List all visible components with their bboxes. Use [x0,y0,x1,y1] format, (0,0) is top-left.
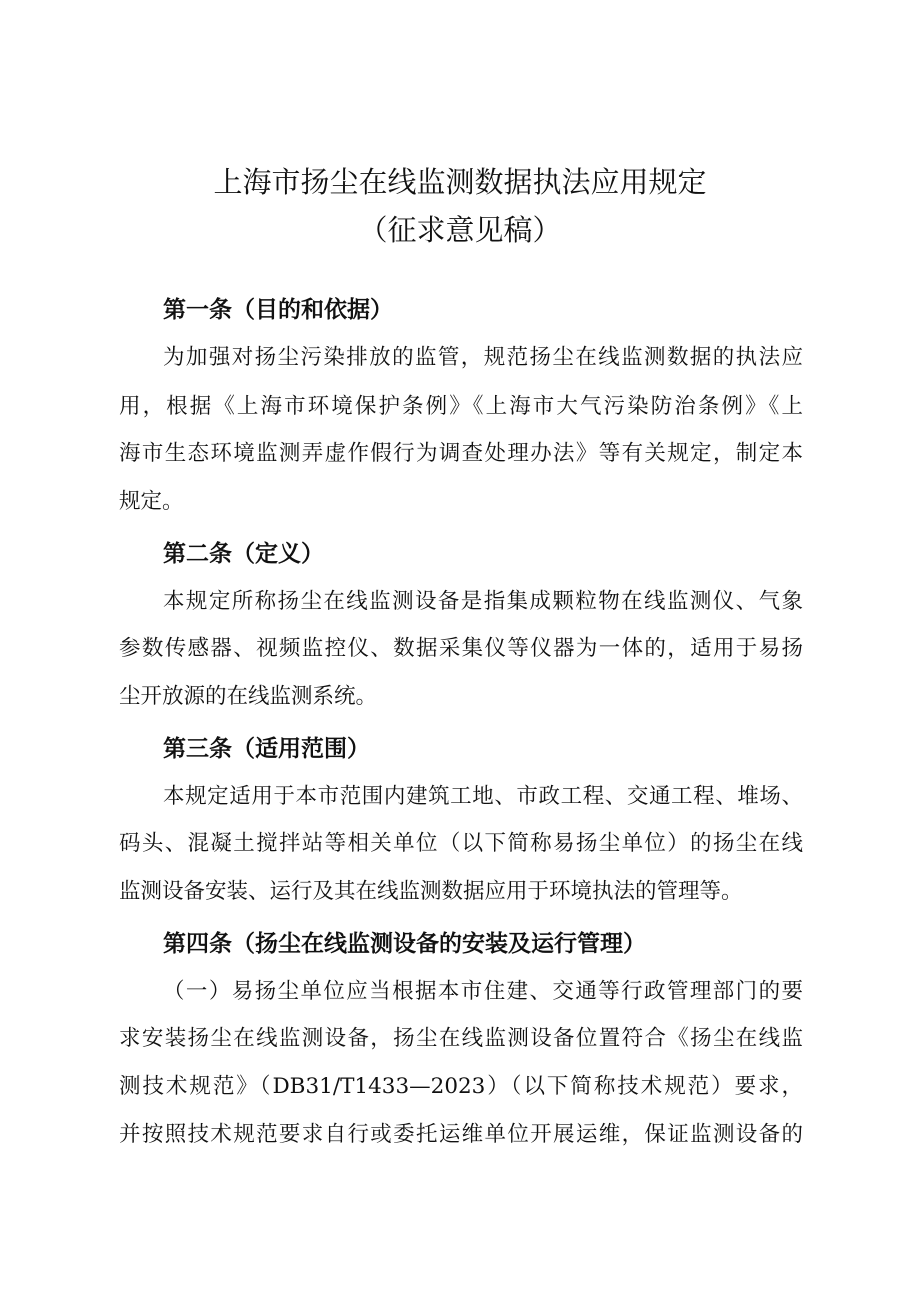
article-3-line-3: 监测设备安装、运行及其在线监测数据应用于环境执法的管理等。 [119,879,743,904]
document-subtitle: （征求意见稿） [358,213,562,247]
document-title: 上海市扬尘在线监测数据执法应用规定 [213,165,707,199]
article-2-line-2: 参数传感器、视频监控仪、数据采集仪等仪器为一体的，适用于易扬 [119,636,803,661]
article-2-line-3: 尘开放源的在线监测系统。 [119,684,378,709]
article-4-line-2: 求安装扬尘在线监测设备，扬尘在线监测设备位置符合《扬尘在线监 [119,1026,803,1051]
article-1-line-4: 规定。 [119,489,184,514]
article-3-line-1: 本规定适用于本市范围内建筑工地、市政工程、交通工程、堆场、 [163,784,803,809]
article-4-line-4: 并按照技术规范要求自行或委托运维单位开展运维，保证监测设备的 [119,1122,803,1147]
article-2-line-1: 本规定所称扬尘在线监测设备是指集成颗粒物在线监测仪、气象 [163,589,803,614]
article-1-line-1: 为加强对扬尘污染排放的监管，规范扬尘在线监测数据的执法应 [163,345,803,370]
article-1-line-2: 用，根据《上海市环境保护条例》《上海市大气污染防治条例》《上 [119,394,803,419]
article-2-heading: 第二条（定义） [163,541,324,567]
article-3-line-2: 码头、混凝土搅拌站等相关单位（以下简称易扬尘单位）的扬尘在线 [119,831,803,856]
article-1-line-3: 海市生态环境监测弄虚作假行为调查处理办法》等有关规定，制定本 [119,441,803,466]
article-4-line-3: 测技术规范》（DB31/T1433—2023）（以下简称技术规范）要求， [119,1074,803,1099]
article-4-heading: 第四条（扬尘在线监测设备的安装及运行管理） [163,931,646,957]
article-4-line-1: （一）易扬尘单位应当根据本市住建、交通等行政管理部门的要 [163,979,803,1004]
article-1-heading: 第一条（目的和依据） [163,297,393,323]
article-3-heading: 第三条（适用范围） [163,736,370,762]
